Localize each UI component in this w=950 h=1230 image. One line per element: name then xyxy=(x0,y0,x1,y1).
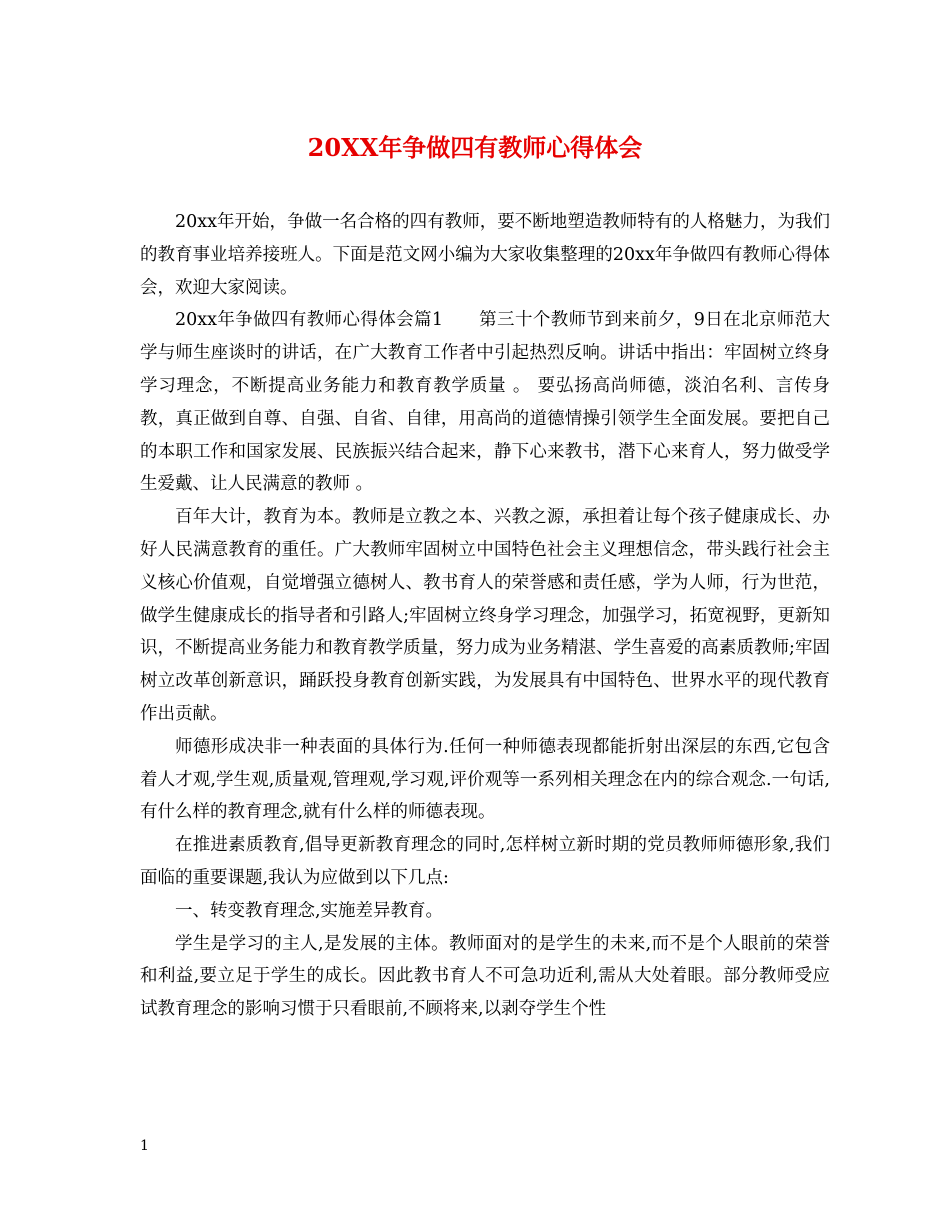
paragraph-education-foundation: 百年大计，教育为本。教师是立教之本、兴教之源，承担着让每个孩子健康成长、办好人民满意教育的重任。广大教师牢固树立中国特色社会主义理想信念，带头践行社会主义核心价值观，自觉增强立德树人、教书育人的荣誉感和责任感，学为人师，行为世范，做学生健康成长的指导者和引路人;牢固树立终身学习理念，加强学习，拓宽视野，更新知识，不断提高业务能力和教育教学质量，努力成为业务精湛、学生喜爱的高素质教师;牢固树立改革创新意识，踊跃投身教育创新实践，为发展具有中国特色、世界水平的现代教育作出贡献。 xyxy=(140,507,830,724)
page-number: 1 xyxy=(140,1138,149,1154)
paragraph-article-1: 20xx年争做四有教师心得体会篇1 第三十个教师节到来前夕，9日在北京师范大学与师生座谈时的讲话，在广大教育工作者中引起热烈反响。讲话中指出：牢固树立终身学习理念，不断提高业务能力和教育教学质量 。 要弘扬高尚师德，淡泊名利、言传身教，真正做到自尊、自强、自省、自律，用高尚的道德情操引领学生全面发展。要把自己的本职工作和国家发展、民族振兴结合起来，静下心来教书，潜下心来育人，努力做受学生爱戴、让人民满意的教师 。 xyxy=(140,310,830,495)
paragraph-intro: 20xx年开始，争做一名合格的四有教师，要不断地塑造教师特有的人格魅力，为我们的教育事业培养接班人。下面是范文网小编为大家收集整理的20xx年争做四有教师心得体会，欢迎大家阅读。 xyxy=(140,212,830,298)
paragraph-teacher-ethics: 师德形成决非一种表面的具体行为.任何一种师德表现都能折射出深层的东西,它包含着人才观,学生观,质量观,管理观,学习观,评价观等一系列相关理念在内的综合观念.一句话,有什么样的教育理念,就有什么样的师德表现。 xyxy=(140,736,830,823)
document-body xyxy=(140,206,830,1026)
paragraph-section-heading-1: 一、转变教育理念,实施差异教育。 xyxy=(175,900,444,921)
paragraph-quality-education: 在推进素质教育,倡导更新教育理念的同时,怎样树立新时期的党员教师师德形象,我们面临的重要课题,我认为应做到以下几点: xyxy=(140,835,830,888)
document-title: 20XX年争做四有教师心得体会 xyxy=(307,133,643,162)
paragraph-student-development: 学生是学习的主人,是发展的主体。教师面对的是学生的未来,而不是个人眼前的荣誉和利益,要立足于学生的成长。因此教书育人不可急功近利,需从大处着眼。部分教师受应试教育理念的影响习惯于只看眼前,不顾将来,以剥夺学生个性 xyxy=(140,933,830,1020)
